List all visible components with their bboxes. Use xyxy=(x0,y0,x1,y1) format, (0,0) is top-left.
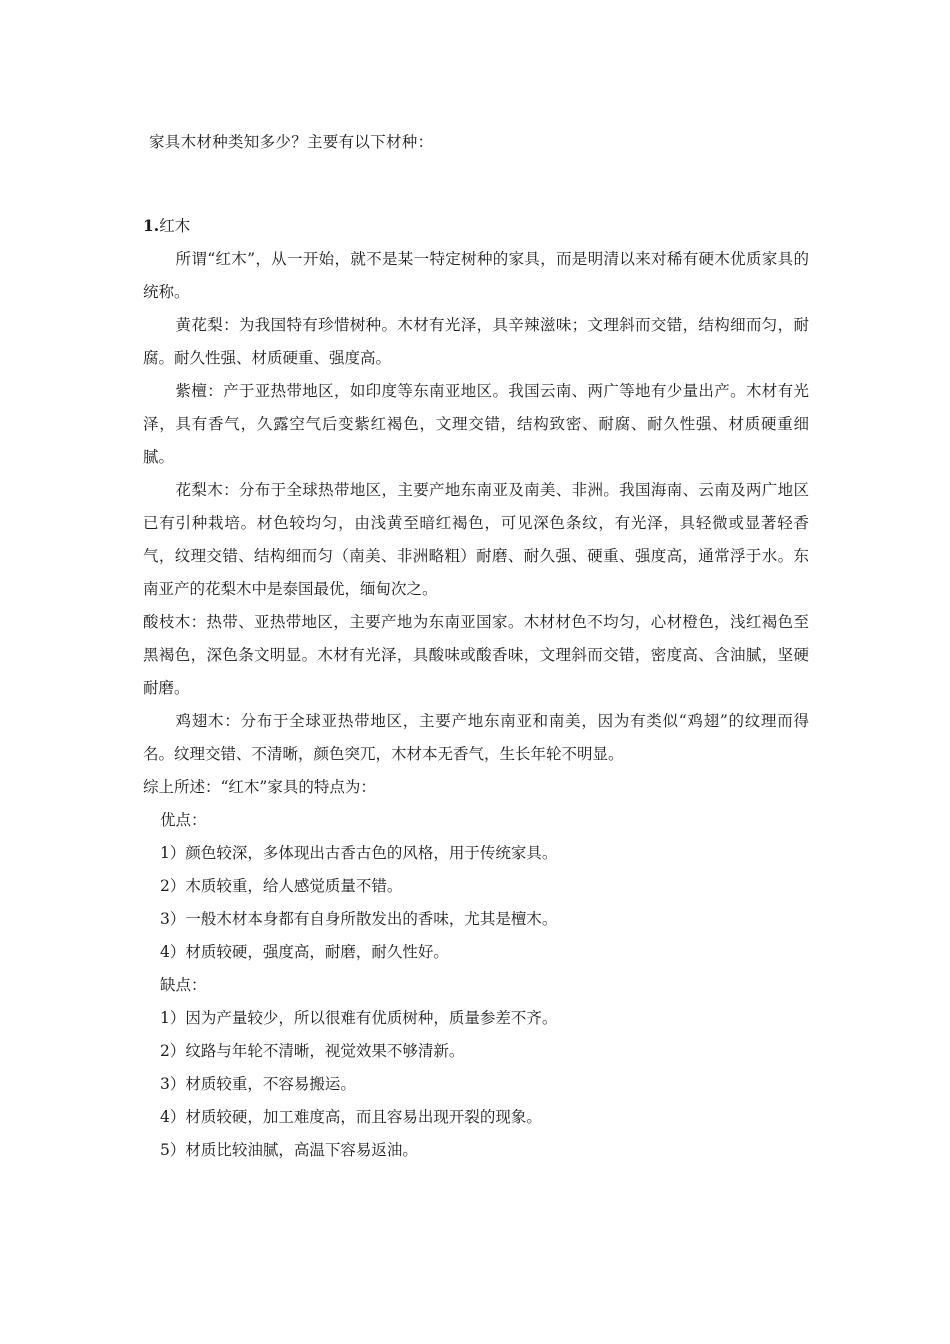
list-item: 1）颜色较深，多体现出古香古色的风格，用于传统家具。 xyxy=(160,844,558,862)
paragraph-hualimu: 花梨木：分布于全球热带地区，主要产地东南亚及南美、非洲。我国海南、云南及两广地区已有引种栽培。材色较均匀，由浅黄至暗红褐色，可见深色条纹，有光泽，具轻微或显著轻香气，纹理交错、结构细而匀（南美、非洲略粗）耐磨、耐久强、硬重、强度高，通常浮于水。东南亚产的花梨木中是泰国最优，缅甸次之。 xyxy=(143,481,809,598)
document-body xyxy=(143,126,809,1167)
paragraph-zitan: 紫檀：产于亚热带地区，如印度等东南亚地区。我国云南、两广等地有少量出产。木材有光泽，具有香气，久露空气后变紫红褐色，文理交错，结构致密、耐腐、耐久性强、材质硬重细腻。 xyxy=(143,382,809,466)
list-item: 2）纹路与年轮不清晰，视觉效果不够清新。 xyxy=(160,1042,465,1060)
paragraph-suanzhimu: 酸枝木：热带、亚热带地区，主要产地为东南亚国家。木材材色不均匀，心材橙色，浅红褐色至黑褐色，深色条文明显。木材有光泽，具酸味或酸香味，文理斜而交错，密度高、含油腻，坚硬耐磨。 xyxy=(143,613,809,697)
list-item: 3）材质较重，不容易搬运。 xyxy=(160,1075,356,1093)
section-name: 红木 xyxy=(159,217,191,235)
cons-label: 缺点： xyxy=(160,976,207,994)
paragraph-huanghuali: 黄花梨：为我国特有珍惜树种。木材有光泽，具辛辣滋味；文理斜而交错，结构细而匀，耐腐。耐久性强、材质硬重、强度高。 xyxy=(143,316,809,367)
list-item: 2）木质较重，给人感觉质量不错。 xyxy=(160,877,403,895)
paragraph-intro: 所谓“红木”，从一开始，就不是某一特定树种的家具，而是明清以来对稀有硬木优质家具的统称。 xyxy=(143,250,809,301)
list-item: 1）因为产量较少，所以很难有优质树种，质量参差不齐。 xyxy=(160,1009,558,1027)
section-heading xyxy=(143,209,809,243)
list-item: 5）材质比较油腻，高温下容易返油。 xyxy=(160,1141,418,1159)
document-title: 家具木材种类知多少？主要有以下材种： xyxy=(149,133,434,151)
summary-line: 综上所述：“红木”家具的特点为： xyxy=(143,778,376,796)
pros-label: 优点： xyxy=(160,811,207,829)
section-number: 1. xyxy=(143,216,160,235)
paragraph-jichimu: 鸡翅木：分布于全球亚热带地区，主要产地东南亚和南美，因为有类似“鸡翅”的纹理而得名。纹理交错、不清晰，颜色突兀，木材本无香气，生长年轮不明显。 xyxy=(143,712,809,763)
list-item: 3）一般木材本身都有自身所散发出的香味，尤其是檀木。 xyxy=(160,910,558,928)
list-item: 4）材质较硬，强度高，耐磨，耐久性好。 xyxy=(160,943,449,961)
list-item: 4）材质较硬，加工难度高，而且容易出现开裂的现象。 xyxy=(160,1108,542,1126)
